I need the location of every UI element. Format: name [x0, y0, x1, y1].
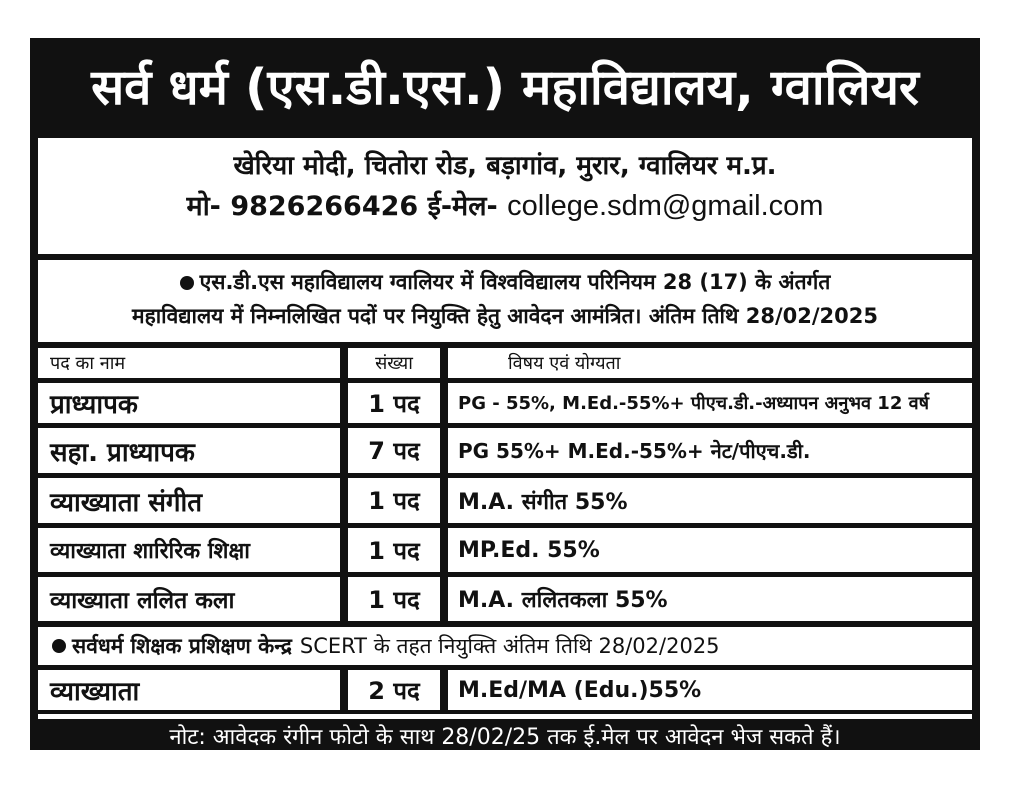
email-address: college.sdm@gmail.com	[507, 190, 824, 222]
table-row	[38, 428, 972, 473]
table-header	[38, 348, 972, 378]
table-row	[38, 383, 972, 423]
post-name: व्याख्याता शारिरिक शिक्षा	[38, 528, 340, 572]
post-count: 1 पद	[348, 528, 440, 572]
phone-number: 9826266426	[230, 191, 419, 222]
post-count: 2 पद	[348, 670, 440, 710]
post-qualification: M.A. संगीत 55%	[448, 478, 972, 523]
notice-text-1: एस.डी.एस महाविद्यालय ग्वालियर में विश्वविद्यालय परिनियम 28 (17) के अंतर्गत	[199, 270, 831, 294]
section2-tail: SCERT के तहत नियुक्ति अंतिम तिथि 28/02/2025	[299, 634, 720, 658]
column-header-count: संख्या	[348, 348, 440, 378]
post-count: 7 पद	[348, 428, 440, 473]
address-line: खेरिया मोदी, चितोरा रोड, बड़ागांव, मुरार, ग्वालियर म.प्र.	[233, 151, 777, 181]
post-qualification: PG 55%+ M.Ed.-55%+ नेट/पीएच.डी.	[448, 428, 972, 473]
phone-label: मो-	[186, 191, 221, 222]
notice-line-1	[38, 268, 972, 296]
post-count: 1 पद	[348, 383, 440, 423]
post-qualification: PG - 55%, M.Ed.-55%+ पीएच.डी.-अध्यापन अनुभव 12 वर्ष	[448, 383, 972, 423]
table-row	[38, 478, 972, 523]
section2-heading	[38, 627, 972, 665]
table-row	[38, 528, 972, 572]
post-name: प्राध्यापक	[38, 383, 340, 423]
column-header-qualification: विषय एवं योग्यता	[448, 348, 972, 378]
footer-note: नोट: आवेदक रंगीन फोटो के साथ 28/02/25 तक ई.मेल पर आवेदन भेज सकते हैं।	[169, 725, 841, 750]
post-name: सहा. प्राध्यापक	[38, 428, 340, 473]
column-header-post: पद का नाम	[38, 348, 340, 378]
post-qualification: MP.Ed. 55%	[448, 528, 972, 572]
post-qualification: M.Ed/MA (Edu.)55%	[448, 670, 972, 710]
email-label: ई-मेल-	[427, 191, 498, 222]
section2-title: सर्वधर्म शिक्षक प्रशिक्षण केन्द्र	[72, 634, 292, 658]
table-row	[38, 670, 972, 710]
bullet-icon	[180, 276, 194, 290]
post-qualification: M.A. ललितकला 55%	[448, 577, 972, 621]
notice-panel	[38, 260, 972, 342]
bullet-icon	[52, 639, 66, 653]
post-name: व्याख्याता संगीत	[38, 478, 340, 523]
contact-line	[38, 186, 972, 223]
notice-line-2: महाविद्यालय में निम्नलिखित पदों पर नियुक्ति हेतु आवेदन आमंत्रित। अंतिम तिथि 28/02/2025	[132, 304, 878, 328]
divider	[38, 714, 972, 719]
post-name: व्याख्याता	[38, 670, 340, 710]
address-panel	[38, 138, 972, 254]
post-count: 1 पद	[348, 577, 440, 621]
advertisement-frame	[30, 38, 980, 750]
post-count: 1 पद	[348, 478, 440, 523]
post-name: व्याख्याता ललित कला	[38, 577, 340, 621]
college-title: सर्व धर्म (एस.डी.एस.) महाविद्यालय, ग्वालियर	[91, 58, 919, 116]
table-row	[38, 577, 972, 621]
